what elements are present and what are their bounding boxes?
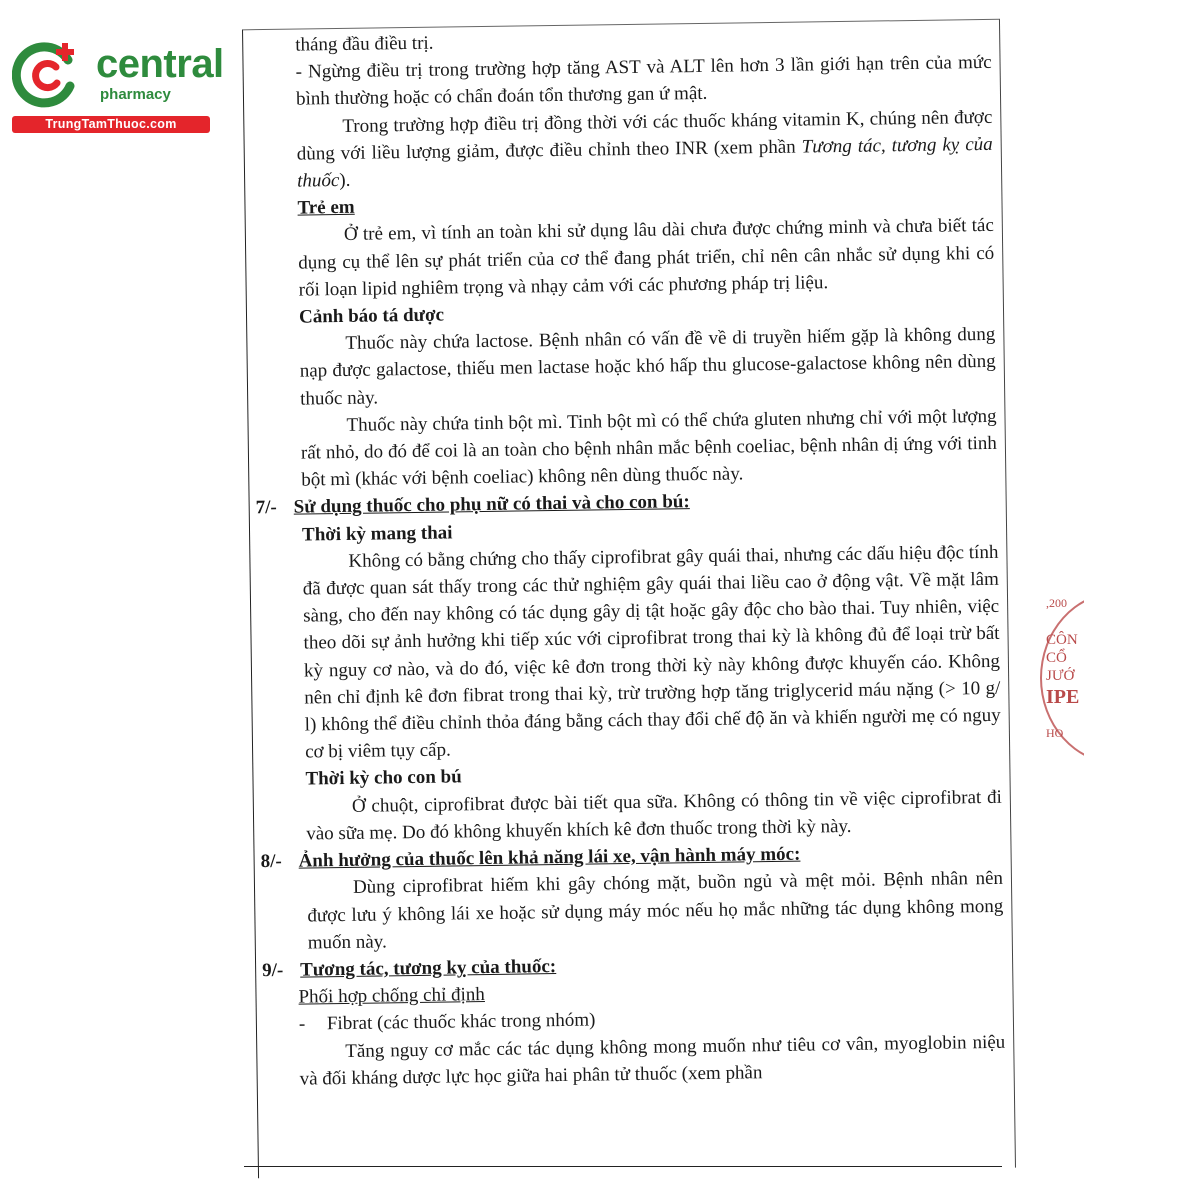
bottom-rule	[244, 1166, 1002, 1167]
document-content	[249, 22, 1006, 1093]
dash-marker: -	[298, 1013, 306, 1035]
section-number: 9/-	[262, 959, 284, 982]
stamp-text: CÔN	[1046, 632, 1078, 648]
paragraph-stop-treatment: - Ngừng điều trị trong trường hợp tăng AST và ALT lên hơn 3 lần giới hạn trên của mức bình thường hoặc có chẩn đoán tổn thương gan ứ mật.	[295, 52, 992, 111]
stamp-text: CỔ	[1046, 650, 1067, 666]
text-line: tháng đầu điều trị.	[295, 32, 434, 56]
stamp-text: HO	[1046, 726, 1064, 740]
text-span: ).	[339, 169, 351, 192]
list-item-text: Fibrat (các thuốc khác trong nhóm)	[326, 1009, 596, 1035]
section-number: 7/-	[255, 497, 277, 519]
paragraph-wheat-starch: Thuốc này chứa tinh bột mì. Tinh bột mì có thể chứa gluten nhưng chỉ với một lượng rất nhỏ, do đó để coi là an toàn cho bệnh nhân mắc bệnh coeliac, bệnh nhân dị ứng với tinh bột mì (khác với bệnh coeliac) không nên dùng thuốc này.	[300, 405, 998, 491]
paragraph-increased-risk: Tăng nguy cơ mắc các tác dụng không mong muốn như tiêu cơ vân, myoglobin niệu và đối kháng dược lực học giữa hai phân tử thuốc (xem phần	[299, 1031, 1006, 1090]
logo-name: central	[96, 42, 224, 86]
stamp-text: ,200	[1046, 596, 1067, 610]
document-page	[242, 19, 1016, 1178]
section-title: Sử dụng thuốc cho phụ nữ có thai và cho con bú:	[293, 491, 690, 519]
central-pharmacy-logo	[10, 36, 224, 136]
italic-reference: Tương tác, tương kỵ của thuốc	[296, 133, 993, 192]
stamp-text: JƯỚ	[1046, 668, 1075, 684]
logo-site-bar: TrungTamThuoc.com	[12, 116, 210, 133]
section-title: Tương tác, tương kỵ của thuốc:	[300, 955, 557, 981]
logo-subtitle: pharmacy	[100, 86, 171, 103]
section-number: 8/-	[260, 850, 282, 873]
heading-contraindicated-combination: Phối hợp chống chỉ định	[298, 984, 485, 1008]
heading-lactation: Thời kỳ cho con bú	[305, 766, 462, 791]
paragraph-lactose: Thuốc này chứa lactose. Bệnh nhân có vấn đề về di truyền hiếm gặp là không dung nạp được galactose, thiếu men lactase hoặc khó hấp thu glucose-galactose không nên dùng thuốc này.	[299, 324, 996, 410]
heading-excipient-warning: Cảnh báo tá dược	[298, 304, 445, 328]
paragraph-lactation: Ở chuột, ciprofibrat được bài tiết qua sữa. Không có thông tin về việc ciprofibrat đi vào sữa mẹ. Do đó không khuyến khích kê đơn thuốc trong thời kỳ này.	[306, 786, 1002, 845]
paragraph-children: Ở trẻ em, vì tính an toàn khi sử dụng lâu dài chưa được chứng minh và chưa biết tác dụng cụ thể lên sự phát triển của cơ thể đang phát triển, chỉ nên cân nhắc sử dụng khi có rối loạn lipid nghiêm trọng và nhạy cảm với các phương pháp trị liệu.	[298, 215, 995, 301]
section-title: Ảnh hưởng của thuốc lên khả năng lái xe, vận hành máy móc:	[298, 843, 801, 872]
paragraph-vitamin-k	[250, 103, 993, 195]
stamp-text: IPE	[1046, 686, 1080, 708]
paragraph-driving: Dùng ciprofibrat hiếm khi gây chóng mặt, buồn ngủ và mệt mỏi. Bệnh nhân nên được lưu ý không lái xe hoặc sử dụng máy móc nếu họ mắc những tác dụng không mong muốn này.	[307, 868, 1004, 954]
logo-mark-icon	[12, 40, 80, 108]
official-stamp-fragment	[1036, 588, 1084, 764]
heading-pregnancy: Thời kỳ mang thai	[301, 522, 453, 546]
text-span: Trong trường hợp điều trị đồng thời với các thuốc kháng vitamin K, chúng nên được dùng với liều lượng giảm, được điều chỉnh theo INR (xem phần	[296, 106, 993, 165]
heading-children: Trẻ em	[297, 197, 355, 219]
paragraph-pregnancy: Không có bằng chứng cho thấy ciprofibrat gây quái thai, nhưng các dấu hiệu độc tính đã được quan sát thấy trong các thử nghiệm gây quái thai liều cao ở động vật. Về mặt lâm sàng, cho đến nay không có tác dụng gây dị tật hoặc gây độc cho bào thai. Tuy nhiên, việc theo dõi sự ảnh hưởng khi tiếp xúc với ciprofibrat trong thai kỳ là không đủ để loại trừ bất kỳ nguy cơ nào, và do đó, việc kê đơn trong thời kỳ này không được khuyến cáo. Không nên chỉ định kê đơn fibrat trong thai kỳ, trừ trường hợp tăng triglycerid máu nặng (> 10 g/ l) không thể điều chỉnh thỏa đáng bằng cách thay đổi chế độ ăn và khiến người mẹ có nguy cơ bị viêm tụy cấp.	[302, 541, 1001, 763]
